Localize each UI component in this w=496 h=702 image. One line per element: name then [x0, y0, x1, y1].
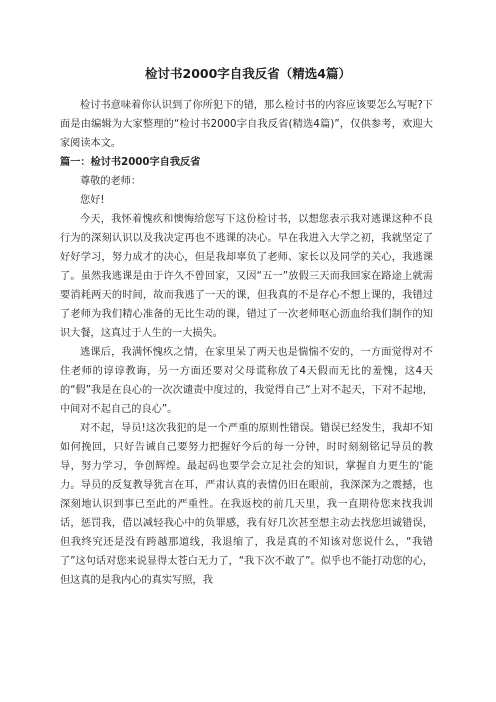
greeting: 您好!	[80, 195, 105, 206]
body-paragraph: 今天，我怀着愧疚和懊悔给您写下这份检讨书，以想您表示我对逃课这种不良行为的深刻认识以及我决定再也不逃课的决心。早在我进入大学之初，我就坚定了好好学习，努力成才的决心，但是我却辜负了老师、家长以及同学的关心，我逃课了。虽然我逃课是由于许久不曾回家，又因“五一”放假三天而我回家在路途上就需要消耗两天的时间，故而我逃了一天的课，但我真的不是存心不想上课的，我错过了老师为我们精心准备的无比生动的课，错过了一次老师呕心沥血给我们制作的知识大餐，这真过于人生的一大损失。	[60, 214, 433, 339]
section-heading: 篇一：检讨书2000字自我反省	[60, 157, 201, 168]
document-title: 检讨书2000字自我反省（精选4篇）	[145, 66, 351, 81]
document-body	[60, 96, 433, 590]
body-paragraph: 逃课后，我满怀愧疚之情，在家里呆了两天也是惴惴不安的，一方面觉得对不住老师的谆谆教诲，另一方面还要对父母谎称放了4天假而无比的羞愧，这4天的“假”我是在良心的一次次谴责中度过的，我觉得自己“上对不起天，下对不起地，中间对不起自己的良心”。	[60, 347, 433, 415]
salutation: 尊敬的老师：	[80, 176, 142, 187]
intro-paragraph: 检讨书意味着你认识到了你所犯下的错，那么检讨书的内容应该要怎么写呢?下面是由编辑为大家整理的“检讨书2000字自我反省(精选4篇)”，仅供参考，欢迎大家阅读本文。	[60, 100, 433, 149]
body-paragraph: 对不起，导员!这次我犯的是一个严重的原则性错误。错误已经发生，我却不知如何挽回，只好告诫自己要努力把握好今后的每一分钟，时时刻刻铭记导员的教导，努力学习，争创辉煌。最起码也要学会立足社会的知识，掌握自力更生的'能力。导员的反复教导犹言在耳，严肃认真的表情仍旧在眼前，我深深为之震撼，也深刻地认识到事已至此的严重性。在我返校的前几天里，我一直期待您来找我训话，惩罚我，借以减轻我心中的负罪感，我有好几次甚至想主动去找您坦诚错误，但我终究还是没有跨越那道线，我退缩了，我是真的不知该对您说什么，“我错了”这句话对您来说显得太苍白无力了，“我下次不敢了”。似乎也不能打动您的心，但这真的是我内心的真实写照，我	[60, 423, 433, 586]
